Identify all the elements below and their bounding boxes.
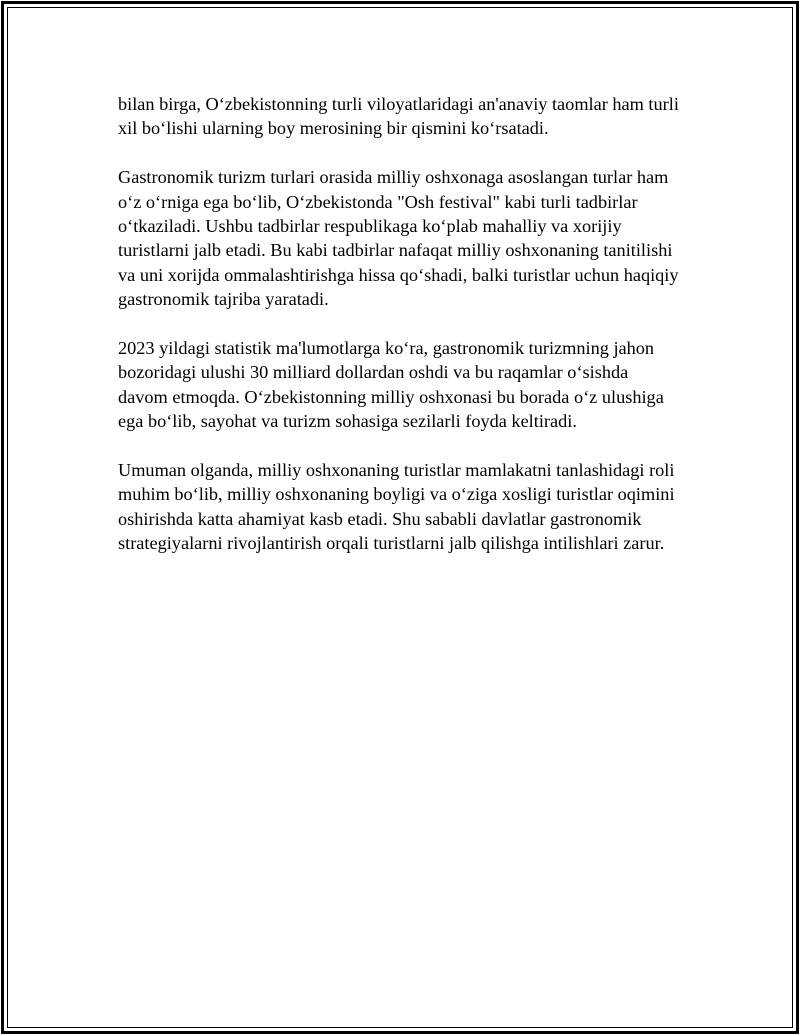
paragraph-3 (118, 336, 718, 434)
paragraph-line: strategiyalarni rivojlantirish orqali turistlarni jalb qilishga intilishlari zarur. (118, 533, 665, 554)
paragraph-2 (118, 165, 718, 311)
paragraph-line: bilan birga, O‘zbekistonning turli viloyatlaridagi an'anaviy taomlar ham turli (118, 94, 679, 114)
paragraph-line: ega bo‘lib, sayohat va turizm sohasiga sezilarli foyda keltiradi. (118, 411, 577, 432)
paragraph-line: turistlarni jalb etadi. Bu kabi tadbirlar nafaqat milliy oshxonaning tanitilishi (118, 240, 673, 261)
paragraph-line: bozoridagi ulushi 30 milliard dollardan oshdi va bu raqamlar o‘sishda (118, 362, 629, 383)
paragraph-line: 2023 yildagi statistik ma'lumotlarga ko‘ra, gastronomik turizmning jahon (118, 338, 655, 359)
paragraph-line: gastronomik tajriba yaratadi. (118, 289, 329, 310)
paragraph-line: o‘tkaziladi. Ushbu tadbirlar respublikaga ko‘plab mahalliy va xorijiy (118, 216, 622, 237)
paragraph-4 (118, 458, 718, 556)
paragraph-line: va uni xorijda ommalashtirishga hissa qo‘shadi, balki turistlar uchun haqiqiy (118, 264, 679, 285)
paragraph-line: Gastronomik turizm turlari orasida milliy oshxonaga asoslangan turlar ham (118, 167, 669, 188)
paragraph-line: oshirishda katta ahamiyat kasb etadi. Shu sababli davlatlar gastronomik (118, 508, 642, 529)
paragraph-1 (118, 92, 718, 141)
document-page (118, 92, 718, 580)
paragraph-line: xil bo‘lishi ularning boy merosining bir qismini ko‘rsatadi. (118, 118, 549, 139)
paragraph-line: muhim bo‘lib, milliy oshxonaning boyligi va o‘ziga xosligi turistlar oqimini (118, 484, 675, 505)
paragraph-line: davom etmoqda. O‘zbekistonning milliy oshxonasi bu borada o‘z ulushiga (118, 386, 664, 407)
paragraph-line: Umuman olganda, milliy oshxonaning turistlar mamlakatni tanlashidagi roli (118, 460, 675, 481)
paragraph-line: o‘z o‘rniga ega bo‘lib, O‘zbekistonda "Osh festival" kabi turli tadbirlar (118, 191, 638, 212)
